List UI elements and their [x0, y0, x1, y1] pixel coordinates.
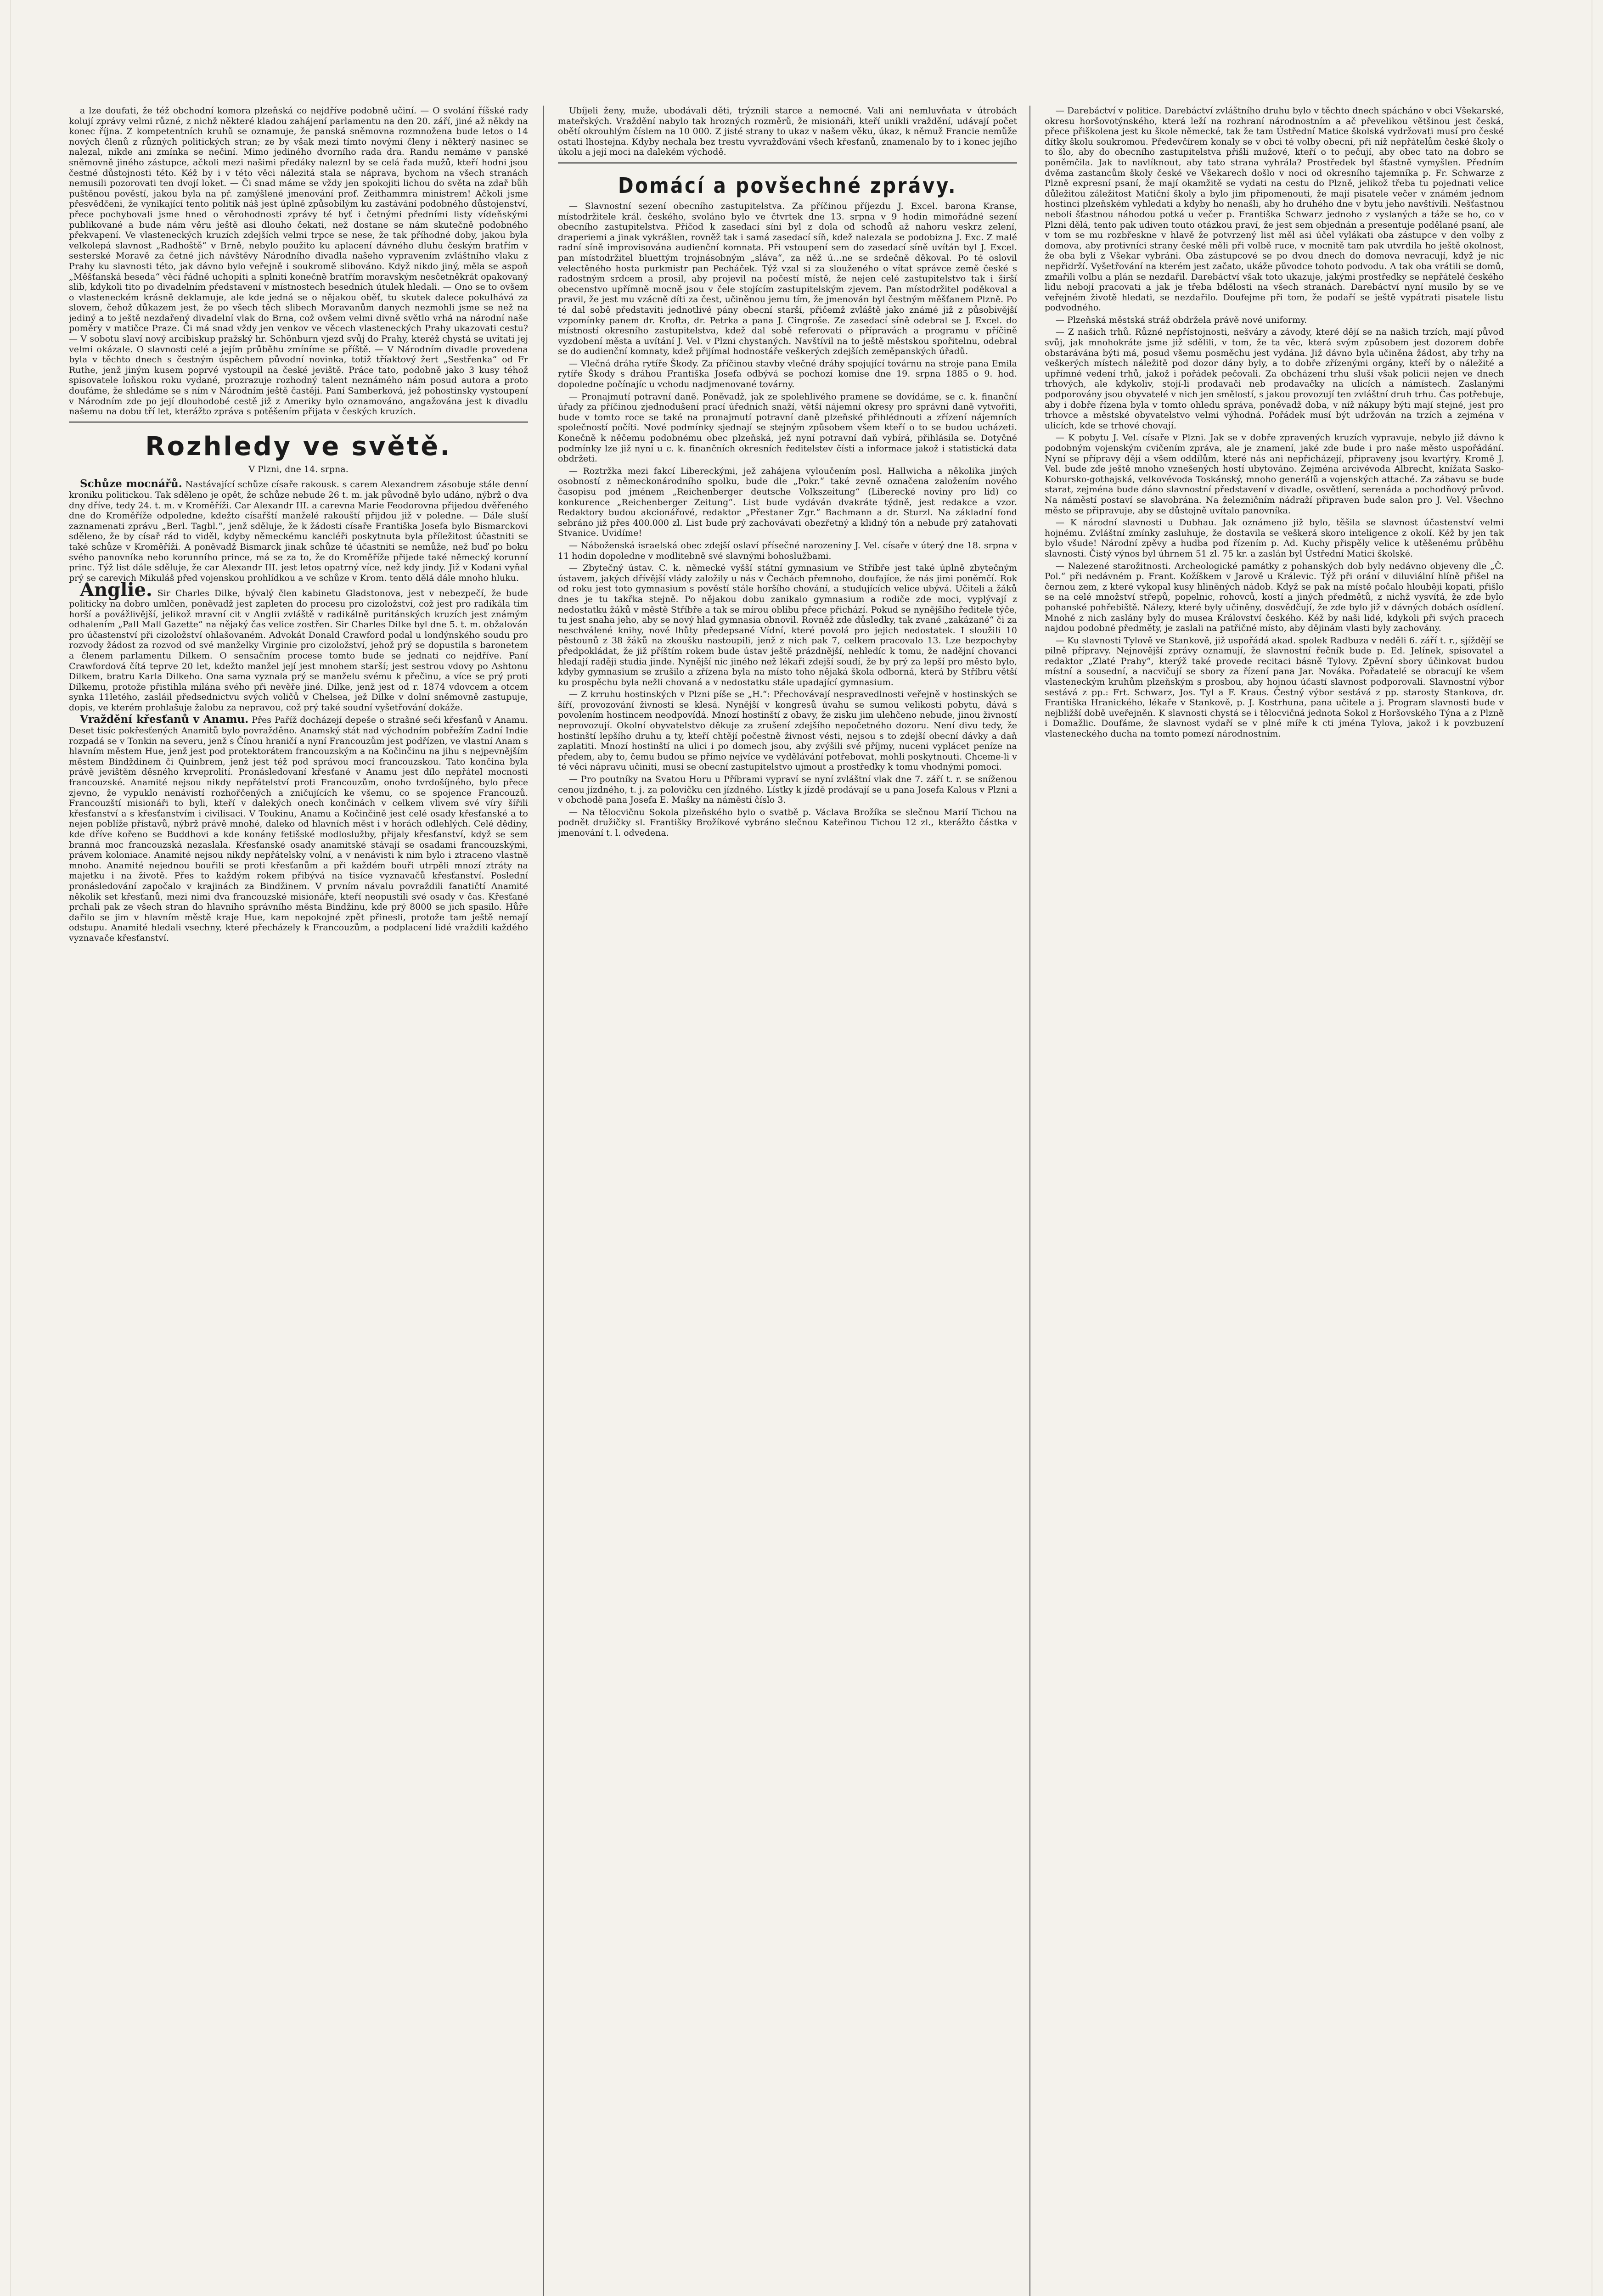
news-item: — Z našich trhů. Různé nepřístojnosti, nešváry a závody, které dějí se na našich trzích, mají původ svůj, jak mnohokráte jsme již sdělili, v tom, že ta věc, která svým způsobem jest dozorem dobře obstarávána býti má, posud všemu posměchu jest vydána. Již dávno byla učiněna žádost, aby trhy na veškerých místech náležitě pod dozor dány byly, a to dobře zřízenými orgány, kteří by o náležité a upřímné vedení trhů, jakož i pořádek pečovali. Za obcházení trhu sluší však policii nejen ve dnech trhových, ale kdykoliv, stojí-li prodavači neb prodavačky na ulicích a námístech. Zaslanými podporovány jsou obyvatelé v nich jen smělostí, s jakou provozují ten zvláštní druh trhu. Čas potřebuje, aby i dobře řízena byla v tomto ohledu správa, poněvadž doba, v níž nákupy býti mají stejné, jest pro trhovce a městské obyvatelstvo velmi výhodná. Pořádek musí být udržován na trzích a zejména v ulicích, kde se trhové chovají. [1045, 327, 1504, 431]
news-item: — Pro poutníky na Svatou Horu u Příbrami vypraví se nyní zvláštní vlak dne 7. září t. r. se sníženou cenou jízdného, t. j. za polovičku cen jízdného. Lístky k jízdě prodávají se u pana Josefa Kalous v Plzni a v obchodě pana Josefa E. Mašky na náměstí číslo 3. [558, 774, 1017, 805]
article-paragraph: Ubíjeli ženy, muže, ubodávali děti, trýznili starce a nemocné. Vali ani nemluvňata v útrobách mateřských. Vraždění nabylo tak hrozných rozměrů, že misionáři, kteří unikli vraždění, udávají počet obětí okrouhlým číslem na 10 000. Z jisté strany to ukaz v našem věku, úkaz, k němuž Francie nemůže ostati lhostejna. Kdyby nechala bez trestu vyvražďování všech křesťanů, znamenalo by to i konec jejího úkolu a její moci na dalekém východě. [558, 106, 1017, 158]
news-item: — Ku slavnosti Tylově ve Stankově, již uspořádá akad. spolek Radbuza v neděli 6. září t. r., sjíždějí se pilně přípravy. Nejnovější zprávy oznamují, že slavnostní řečník bude p. Ed. Jelínek, spisovatel a redaktor „Zlaté Prahy“, kterýž také provede recitaci básně Tylovy. Zpěvní sbory účinkovat budou místní a sousední, a nacvičují se sbory za řízení pana Jar. Nováka. Pořadatelé se obracují ke všem vlasteneckým kruhům plzeňským s prosbou, aby hojnou účastí slavnost podporovali. Slavnostní výbor sestává z pp.: Frt. Schwarz, Jos. Tyl a F. Kraus. Čestný výbor sestává z pp. starosty Stankova, dr. Františka Hranického, lékaře v Stankově, p. J. Kostrhuna, pana učitele a j. Program slavnosti bude v nejbližší době uveřejněn. K slavnosti chystá se i tělocvičná jednota Sokol z Horšovského Týna a z Plzně i Domažlic. Doufáme, že slavnost vydaří se v plné míře k cti jména Tylova, jakož i k povzbuzení vlasteneckého ducha na tomto pomezí národnostním. [1045, 635, 1504, 739]
news-item: — K pobytu J. Vel. císaře v Plzni. Jak se v dobře zpravených kruzích vypravuje, nebylo již dávno k podobným vojenským cvičením zpráva, ale je znamení, jaké zde bude i pro naše město uspořádání. Nyní se přípravy dějí a všem oddílům, které nás ani nepřicházejí, připraveny jsou kvartýry. Kromě J. Vel. bude zde ještě mnoho vznešených hostí ubytováno. Zejména arcivévoda Albrecht, knížata Sasko-Kobursko-gothajská, velkovévoda Toskánský, mnoho generálů a vojenských attaché. Za zábavu se bude starat, zejména bude dáno slavnostní představení v divadle, osvětlení, serenáda a pochodňový průvod. Na náměstí postaví se slavobrána. Na železničním nádraží připraven bude salon pro J. Vel. Všechno město se připravuje, aby se důstojně uvítalo panovníka. [1045, 433, 1504, 516]
news-item: — Darebáctví v politice. Darebáctví zvláštního druhu bylo v těchto dnech spácháno v obci Všekarské, okresu horšovotýnského, která leží na rozhraní národnostním a ač převelikou většinou jest česká, přece přiškolena jest ku škole německé, tak že tam Ústřední Matice školská vydržovati musí pro české dítky školu soukromou. Předevčírem konaly se v obci té volby obecní, při níž nepřátelům české školy o to šlo, aby do obecního zastupitelstva přišli mužové, kteří o to pečují, aby obec tato na dobro se poněmčila. Jak to navlíknout, aby tato strana vyhrála? Prostředek byl šťastně vymyšlen. Předním dvěma zastancům školy české ve Všekarech došlo v noci od okresního tajemníka p. Fr. Schwarze z Plzně expresní psaní, že mají okamžitě se vydati na cestu do Plzně, jelikož třeba tu pojednati velice důležitou záležitost Matiční školy a bylo jim připomenouti, že mají pisatele večer v známém jednom hostinci plzeňském vyhledati a kdyby ho nenašli, aby ho druhého dne v bytu jeho navštívili. Nešťastnou neboli šťastnou náhodou potká u večer p. Františka Schwarz jednoho z vyslaných a táže se ho, co v Plzni dělá, tento pak udiven touto otázkou praví, že jest sem objednán a presentuje podělané psaní, ale v tom se mu rozbřeskne v hlavě že potvrzený list měl asi účel vylákati oba zástupce v den volby z domova, aby protivníci strany české měli při volbě ruce, v mocnitě tam pak utvrdila ho ještě okolnost, že oba byli z Všekar vybráni. Oba zástupcové se po dvou dnech do domova nevracují, když je nic nepřidrží. Vyšetřování na kterém jest začato, ukáže původce tohoto podvodu. A tak oba vrátili se domů, zmařili volbu a plán se nezdařil. Darebáctví však toto ukazuje, jakými prostředky se nepřátelé českého lidu nebojí pracovati a jak je třeba bdělosti na všech stranách. Darebáctví nyní musilo by se ve veřejném životě hledati, se nezdařilo. Doufejme při tom, že podaří se ještě vypátrati pisatele listu podvodného. [1045, 106, 1504, 313]
article [69, 715, 528, 943]
news-item: — Z krruhu hostinských v Plzni píše se „H.“: Přechovávají nespravedlnosti veřejně v hostinských se šíří, provozování živností se klesá. Nynější v kongresů úvahu se sumou velikosti pobytu, dává s povolením hostincem neodpovídá. Mnozí hostinští z obavy, že zisku jim ulehčeno nebude, jinou živností neprovozují. Okolní obyvatelstvo děkuje za zrušení zdejšího nepočetného dozoru. Není divu tedy, že hostinští lepšího druhu a ty, kteří chtějí počestně živnost vésti, nejsou s to zdejší obecní dávky a daň zaplatiti. Mnozí hostinští na ulici i po domech jsou, aby zvýšili své příjmy, nuceni vyplácet peníze na předem, aby to, čemu budou se přímo nejvíce ve vydělávání potřebovat, mohli poskytnouti. Chceme-li v té věci nápravu učiniti, musí se obecní zastupitelstvo ujmout a prostředky k tomu vhodnými pomoci. [558, 689, 1017, 772]
article-headline: Anglie. [80, 579, 152, 601]
section-divider [558, 162, 1017, 163]
column-rule [1029, 106, 1030, 2296]
article [69, 579, 528, 713]
column-rule [543, 106, 544, 2296]
news-item: — Roztržka mezi fakcí Libereckými, jež zahájena vyloučením posl. Hallwicha a několika jiných osobností z německonárodního spolku, bude dle „Pokr.“ také zevně označena založením nového časopisu pod jménem „Reichenberger deutsche Volkszeitung“ (Liberecké noviny pro lid) co konkurence „Reichenberger Zeitung“. List bude vydáván dvakráte týdně, jest redakce a vzor. Redaktory budou akcionářové, redaktor „Přestaner Zgr.“ Bachmann a dr. Sturzl. Na základní fond sebráno již přes 400.000 zl. List bude prý zachovávati obezřetný a klidný tón a nebude prý zatahovati Stvanice. Uvidíme! [558, 466, 1017, 539]
news-item: — Vlečná dráha rytíře Škody. Za příčinou stavby vlečné dráhy spojující továrnu na stroje pana Emila rytíře Škody s dráhou Františka Josefa odbývá se pochozí komise dne 19. srpna 1885 o 9. hod. dopoledne počínajíc u vchodu nadjmenované továrny. [558, 358, 1017, 390]
column-left [69, 106, 528, 2296]
news-item: — Náboženská israelská obec zdejší oslaví přísečné narozeniny J. Vel. císaře v úterý dne 18. srpna v 11 hodin dopoledne v modlitebně své slavnými bohoslužbami. [558, 540, 1017, 561]
article-body: Sir Charles Dilke, bývalý člen kabinetu Gladstonova, jest v nebezpečí, že bude politicky na dobro umlčen, poněvadž jest zapleten do procesu pro cizoložství, což jest pro radikála tím horší a povážlivější, jelikož mravní cit v Anglii zvláště v radikálně puritánských kruzích jest známým odhalením „Pall Mall Gazette“ na nějaký čas velice zostřen. Sir Charles Dilke byl dne 5. t. m. obžalován pro účastenství při cizoložství ohlašovaném. Advokát Donald Crawford podal u londýnského soudu pro rozvody žádost za rozvod od své manželky Virginie pro cizoložství, jehož prý se dopustila s baronetem a členem parlamentu Dilkem. O sensačním procese tomto bude se jednati co nejdříve. Paní Crawfordová čítá teprve 20 let, kdežto manžel její jest mnohem starší; jest sestrou vdovy po Ashtonu Dilkem, bratru Karla Dilkeho. Ona sama vyznala prý se manželu svému k přečinu, a více se prý proti Dilkemu, protože přistihla milána svého při nevěře jiné. Dilke, jenž jest od r. 1874 vdovcem a otcem synka 11letého, zasláil předsednictvu svých voličů v Chelsea, jež Dilke v dolní sněmovně zastupuje, dopis, ve kterém prohlašuje žalobu za nepravou, což prý také soudní vyšetřování dokáže. [69, 588, 528, 713]
section-heading: Domácí a povšechné zprávy. [618, 173, 957, 198]
dateline: V Plzni, dne 14. srpna. [248, 464, 349, 474]
left-crop-edge [10, 0, 11, 2296]
news-item: — K národní slavnosti u Dubhau. Jak oznámeno již bylo, těšila se slavnost účastenství velmi hojnému. Zvláštní zmínky zasluhuje, že dostavila se veškerá skoro inteligence z okolí. Kéž by jen tak bylo všude! Národní zpěvy a hudba pod řízením p. Ad. Kuchy přispěly velice k utěšenému průběhu slavnosti. Čistý výnos byl úhrnem 51 zl. 75 kr. a zaslán byl Ústřední Matici školské. [1045, 518, 1504, 559]
article-headline: Vraždění křesťanů v Anamu. [80, 713, 249, 726]
article-headline: Schůze mocnářů. [80, 478, 182, 490]
section-heading: Rozhledy ve světě. [145, 431, 452, 461]
news-item: — Zbytečný ústav. C. k. německé vyšší státní gymnasium ve Stříbře jest také úplně zbytečným ústavem, jakých dřívější vlády založily u nás v Čechách přemnoho, doufajíce, že nás jimi poněmčí. Rok od roku jest toto gymnasium s pověstí stále horšího chování, a studujících velice ubývá. Učiteli a žáků dnes je tu takřka stejně. Po nějakou dobu zanikalo gymnasium a rodiče zde moci, vyplývají z nedostatku žáků v městě Stříbře a tak se mírou oblibu přece přichází. Pokud se nynějšího ředitele týče, tu jest snaha jeho, aby se nový hlad gymnasia obnovil. Rovněž zde důsledky, tak zvané „zakázané“ či za neschválené knihy, nové lhůty předepsané Vídní, které povolá pro jejich nedostatek. I sloužili 10 pěstounů z 38 žáků na zkoušku nastoupili, jenž z nich pak 7, celkem pracovalo 13. Lze bezpochyby předpokládat, že již příštím rokem bude ústav ještě prázdnější, nehledíc k tomu, že nadějní chovanci hledají raději studia jinde. Nynější nic jiného než lékaři zdejší soudí, že by prý za lepší pro město bylo, kdyby gymnasium se zrušilo a zřízena byla na místo toho nějaká škola odborná, která by Stříbru větší ku prospěchu byla nežli chovaná a v nedostatku stále upadající gymnasium. [558, 563, 1017, 687]
article-paragraph: a lze doufati, že též obchodní komora plzeňská co nejdříve podobně učiní. — O svolání říšské rady kolují zprávy velmi různé, z nichž některé kladou zahájení parlamentu na den 20. září, jiné až někdy na konec října. Z kompetentních kruhů se oznamuje, že panská sněmovna rozmnožena bude letos o 14 nových členů z různých politických stran; ze by však mezi tímto novými členy i některý nasinec se nalezal, nikde ani zmínka se nečiní. Mimo jediného dvorního rada dra. Randu nemáme v panské sněmovně jiného zástupce, ačkoli mezi našimi předáky naleznl by se celá řada mužů, kteří hodni jsou čestné důstojnosti této. Kéž by i v této věci nálezitá stala se náprava, bychom na všech stranách nemusili pozorovati ten dvojí loket. — Či snad máme se vždy jen spokojiti lichou do světa na zdař bůh puštěnou pověstí, jakou byla na př. zamýšlené jmenování prof. Zeithammra ministrem! Ačkoli jsme přesvědčeni, že vynikající tento politik náš jest úplně způsobilým ku zastávání podobného důstojenství, přece pochybovali jsme hned o věrohodnosti zprávy té byť i četnými předními listy vídeňskými publikované a bude nám věru ještě asi dlouho čekati, než dostane se nám skutečně podobného překvapení. Ve vlasteneckých kruzích zdejších velmi trpce se nese, že tak příhodné doby, jakou byla velkolepá slavnost „Radhoště“ v Brně, nebylo použito ku aplacení dávného dluhu českým bratřím v sesterské Moravě za četné jich návštěvy Národního divadla našeho vypravením zvláštního vlaku z Prahy ku slavnosti této, jak dávno bylo veřejně i soukromě slibováno. Když nikdo jiný, měla se aspoň „Měšťanská beseda“ věci řádně uchopiti a splniti konečně bratřím moravským nesčetněkrát opakovaný slib, kdykoli tito po divadelním představení v místnostech besedních útulek hledali. — Ono se to ovšem o vlasteneckém krásně deklamuje, ale kde jedná se o nějakou oběť, tu skutek dalece pokulhává za slovem, čehož důkazem jest, že po všech těch slibech Moravanům danych nezmohli jsme se než na jediný a to ještě nezdařený divadelní vlak do Brna, což ovšem velmi divně světlo vrhá na národní naše poměry v matičce Praze. Či má snad vždy jen venkov ve věcech vlasteneckých Prahy ukazovati cestu? — V sobotu slaví nový arcibiskup pražský hr. Schönburn vjezd svůj do Prahy, kteréž chystá se uvítati jej velmi okázale. O slavnosti celé a jejím průběhu zmíníme se příště. — V Národním divadle provedena byla v těchto dnech s čestným úspěchem původní novinka, totiž tříaktový žert „Sestřenka“ od Fr Ruthe, jenž jiným kusem poprvé vystoupil na české jeviště. Práce tato, podobně jako 3 kusy téhož spisovatele loňskou roku vydané, prozrazuje rozhodný talent neznámého nám posud autora a proto doufáme, že shledáme se s ním v Národním ještě častěji. Paní Samberková, jež pohostinsky vystoupení v Národním zde po její dlouhodobé cestě již z Ameriky bylo oznamováno, angažována jest k divadlu našemu na dobu tří let, kterážto zpráva s potěšením přijata v českých kruzích. [69, 106, 528, 417]
newspaper-page [69, 106, 1534, 2296]
news-item: — Na tělocvičnu Sokola plzeňského bylo o svatbě p. Václava Brožíka se slečnou Marií Tichou na podnět družičky sl. Františky Brožíkové vybráno slečnou Kateřinou Tichou 12 zl., kterážto částka v jmenování t. l. odvedena. [558, 807, 1017, 838]
column-middle [558, 106, 1017, 2296]
article-body: Nastávající schůze císaře rakousk. s carem Alexandrem zásobuje stále denní kroniku politickou. Tak sděleno je opět, že schůze nebude 26 t. m. jak původně bylo udáno, nýbrž o dva dny dříve, tedy 24. t. m. v Kroměříži. Car Alexandr III. a carevna Marie Feodorovna přijedou dvěřeného dne do Kroměříže odpoledne, kdežto císařští manželé rakouští přijdou již v poledne. — Dále sluší zaznamenati zprávu „Berl. Tagbl.“, jenž sděluje, že k žádosti císaře Františka Josefa bylo Bismarckovi sděleno, že by císař rád to viděl, kdyby německému kancléři poskytnuta byla příležitost účastniti se také schůze v Kroměříži. A poněvadž Bismarck jinak schůze té účastniti se nemůže, než buď po boku svého panovníka nebo korunního prince, má se za to, že do Kroměříže přijede také německý korunní princ. Týž list dále sděluje, že car Alexandr III. jest letos opatrný více, než kdy jindy. Již v Kodani vyňal prý se carevich Mikuláš před vojenskou prohlídkou a ve schůze v Krom. tento dělá dále mnoho hluku. [69, 479, 528, 583]
news-item: — Pronajmutí potravní daně. Poněvadž, jak ze spolehlivého pramene se dovídáme, se c. k. finanční úřady za příčinou zjednodušení prací úředních snaží, větší nájemní okresy pro správní daně vytvořiti, bude v tomto roce se také na pronajmutí potravní daně plzeňské přihlédnouti a zřízení nájemních společností počíti. Nové podmínky sjednají se stejným způsobem všem kteří o to se budou ucházeti. Konečně k něčemu podobnému obec plzeňská, jež nyní potravní daň vybírá, přihlásila se. Dotyčné podmínky lze již nyní u c. k. finančních okresních ředitelstev čísti a informace jakož i statistická data obdržeti. [558, 391, 1017, 464]
article-body: Přes Paříž docházejí depeše o strašné seči křesťanů v Anamu. Deset tisíc pokřesťených Anamitů bylo povražděno. Anamský stát nad východním pobřežím Zadní Indie rozpadá se v Tonkin na severu, jenž s Čínou hraničí a nyní Francouzům jest podřízen, ve vlastní Anam s hlavním městem Hue, jenž jest pod protektorátem francouzským a na Kočinčinu na jihu s nejpevnějším městem Bindždinem či Quinbrem, jenž jest též pod správou mocí francouzskou. Tato končina byla právě jevištěm děsného krveprolití. Pronásledovaní křesťané v Anamu jest dílo nepřátel mocnosti francouzské. Anamité nejsou nikdy nepřátelství proti Francouzům, onoho tvrdošíjného, bylo přece zjevno, že vypuklo nenávistí rozhořčených a zničujících ke všemu, co se spojence Francouzů. Francouzští misionáři to byli, kteří v dalekých onech končinách v celkem vlivem své víry šířili křesťanství a s křesťanstvím i civilisaci. V Toukinu, Anamu a Kočinčině jest celé osady křesťanské a to nejen poblíže přístavů, nýbrž právě mnohé, daleko od hlavních měst i v horách odlehlých. Celé dědiny, kde dříve kořeno se Buddhovi a kde konány fetišské modloslužby, přijaly křesťanství, když se sem branná moc francouzská nezaslala. Křesťanské osady anamitské stávají se osadami francouzskými, právem koloniace. Anamité nejsou nikdy nepřátelsky volní, a v nenávisti k nim bylo i ztraceno vlastně mnoho. Anamité nejednou bouřili se proti křesťanům a při každém bouři utrpěli mnozí ztráty na majetku i na životě. Přes to každým rokem přibývá na tisíce vyznavačů křesťanství. Poslední pronásledování započalo v krajinách za Bindžinem. V prvním návalu povraždili fanatičtí Anamité několik set křesťanů, mezi nimi dva francouzské misionáře, kteří neopustili své osady v čas. Křesťané prchali pak ze všech stran do hlavního správního města Bindžinu, kde prý 8000 se jich spasilo. Hůře dařilo se jim v hlavním městě kraje Hue, kam nepokojné zpět přinesli, protože tam ještě nemají odstupu. Anamité hledali vsechny, které přecházely k Francouzům, a podplacení lidé vraždili každého vyznavače křesťanství. [69, 715, 528, 943]
news-item: — Nalezené starožitnosti. Archeologické památky z pohanských dob byly nedávno objeveny dle „Č. Pol.“ při nedávném p. Frant. Kožíškem v Jarově u Králevic. Týž při orání v diluviální hlíně přišel na černou zem, z které vykopal kusy hliněných nádob. Když se pak na místě počalo hlouběji kopati, přišlo se na celé množství střepů, popelnic, rohovců, kostí a jiných předmětů, z nichž vysvítá, že zde bylo pohanské pohřebiště. Nálezy, které byly učiněny, dosvědčují, že zde bylo již v dávných dobách osídlení. Mnohé z nich zaslány byly do musea Království českého. Kéž by naši lidé, kdykoli při svých pracech najdou podobné předměty, je zaslali na patřičné místo, aby dějinám vlasti byly zachovány. [1045, 561, 1504, 634]
section-divider [69, 422, 528, 423]
column-right [1045, 106, 1504, 2296]
news-item: — Plzeňská městská stráž obdržela právě nové uniformy. [1056, 315, 1307, 325]
news-item: — Slavnostní sezení obecního zastupitelstva. Za příčinou příjezdu J. Excel. barona Kranse, místodržitele král. českého, svoláno bylo ve čtvrtek dne 13. srpna v 9 hodin mimořádné sezení obecního zastupitelstva. Přičod k zasedací síni byl z dola od schodů až nahoru veskrz zelení, draperiemi a jinak vykrášlen, rovněž tak i samá zasedací síň, kdež nalezala se podobizna J. Exc. Z malé radní síně improvisována audienční komnata. Při vstoupení sem do zasedací síně uvítán byl J. Excel. pan místodržitel bluettým trojnásobným „sláva“, za něž ú…ne se srdečně děkoval. Po té oslovil velectěného hosta purkmistr pan Pecháček. Týž vzal si za slouženého o vítat správce země české s radostným srdcem a prosil, aby projevil na počestí místě, že nejen celé zastupitelstvo tak i širší obecenstvo upřímně mocně jsou v čele stojícím zastupitelským zjevem. Pan místodržitel poděkoval a pravil, že jest mu vzácně díti za čest, učiněnou jemu tím, že jmenován byl čestným měšťanem Plzně. Po té dal sobě představiti jednotlivé pány obecní starší, přičemž zvláště jako známé již z působivější vzpomínky panem dr. Krofta, dr. Petrka a pana J. Cingroše. Ze zasedací síně odebral se J. Excel. do místností okresního zastupitelstva, kdež dal sobě referovati o přípravách a programu v příčině vyzdobení města a uvítání J. Vel. v Plzni chystaných. Navštívil na to ještě městskou spořitelnu, odebral se do audienční komnaty, kdež přijímal hodnostáře veškerých zdejších zeměpanských úřadů. [558, 201, 1017, 357]
article [69, 479, 528, 583]
